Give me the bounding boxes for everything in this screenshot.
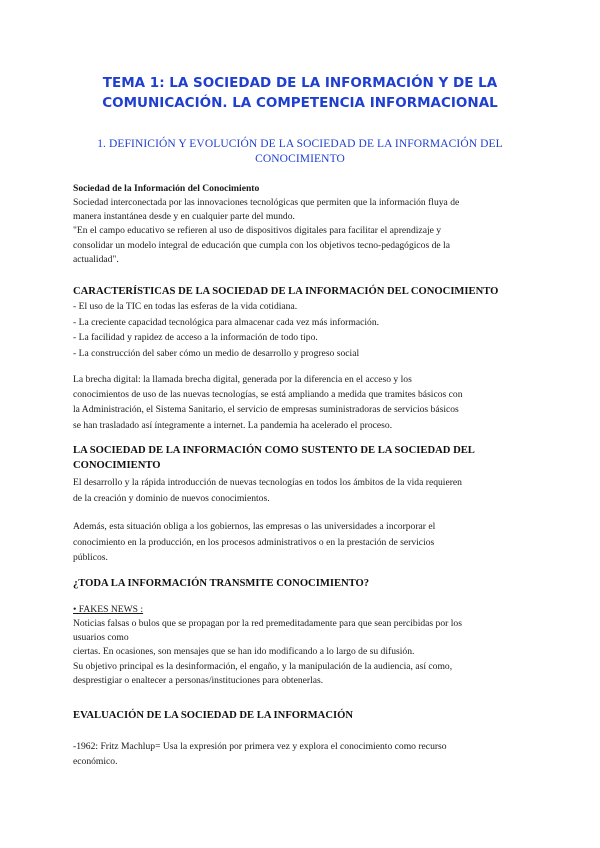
definition-heading: Sociedad de la Información del Conocimiento <box>73 183 260 194</box>
evaluation-heading: EVALUACIÓN DE LA SOCIEDAD DE LA INFORMACIÓN <box>73 710 353 721</box>
text-line: Su objetivo principal es la desinformación, el engaño, y la manipulación de la audiencia, así como, <box>73 660 453 672</box>
list-item: - La construcción del saber cómo un medio de desarrollo y progreso social <box>73 347 360 359</box>
list-item: - El uso de la TIC en todas las esferas de la vida cotidiana. <box>73 301 298 312</box>
text-line: Además, esta situación obliga a los gobiernos, las empresas o las universidades a incorporar el <box>73 521 436 532</box>
text-line: se han trasladado así íntegramente a internet. La pandemia ha acelerado el proceso. <box>73 419 393 431</box>
text-line: El desarrollo y la rápida introducción de nuevas tecnologías en todos los ámbitos de la vida requieren <box>73 477 462 488</box>
text-line: Noticias falsas o bulos que se propagan por la red premeditadamente para que sean percibidas por los <box>73 618 462 629</box>
support-heading <box>73 444 533 473</box>
text-line: económico. <box>73 756 118 767</box>
characteristics-list <box>73 299 533 361</box>
definition-paragraph <box>73 196 533 267</box>
text-line: desprestigiar o enaltecer a personas/instituciones para obtenerlas. <box>73 674 324 686</box>
text-line: "En el campo educativo se refieren al uso de dispositivos digitales para facilitar el aprendizaje y <box>73 225 442 237</box>
text-line: consolidar un modelo integral de educación que cumpla con los objetivos tecno-pedagógicos de la <box>73 239 450 251</box>
section-title: 1. DEFINICIÓN Y EVOLUCIÓN DE LA SOCIEDAD DE LA INFORMACIÓN DEL CONOCIMIENTO <box>97 138 503 165</box>
text-line: actualidad". <box>73 253 119 265</box>
text-line: públicos. <box>73 552 108 563</box>
heading-line: CONOCIMIENTO <box>73 459 161 471</box>
text-line: conocimiento en la producción, en los procesos administrativos o en la prestación de servicios <box>73 536 435 548</box>
text-line: conocimientos de uso de las nuevas tecnologías, se está ampliando a medida que tramites básicos con <box>73 389 463 401</box>
text-line: la Administración, el Sistema Sanitario, el servicio de empresas suministradoras de servicios básicos <box>73 404 459 416</box>
digital-gap-paragraph <box>73 372 533 433</box>
fakes-paragraph <box>73 617 533 688</box>
support-paragraph-2 <box>73 519 533 566</box>
text-line: Sociedad interconectada por las innovaciones tecnológicas que permiten que la información fluya de <box>73 197 460 208</box>
text-line: -1962: Fritz Machlup= Usa la expresión por primera vez y explora el conocimiento como recurso <box>73 741 447 752</box>
list-item: - La creciente capacidad tecnológica para almacenar cada vez más información. <box>73 316 380 328</box>
characteristics-heading: CARACTERÍSTICAS DE LA SOCIEDAD DE LA INFORMACIÓN DEL CONOCIMIENTO <box>73 286 499 297</box>
heading-line: LA SOCIEDAD DE LA INFORMACIÓN COMO SUSTENTO DE LA SOCIEDAD DEL <box>73 445 475 456</box>
text-line: La brecha digital: la llamada brecha digital, generada por la diferencia en el acceso y los <box>73 374 412 385</box>
support-paragraph <box>73 475 533 506</box>
text-line: de la creación y dominio de nuevos conocimientos. <box>73 492 270 504</box>
text-line: manera instantánea desde y en cualquier parte del mundo. <box>73 211 295 223</box>
text-line: ciertas. En ocasiones, son mensajes que se han ido modificando a lo largo de su difusión. <box>73 646 415 658</box>
evaluation-paragraph <box>73 739 533 769</box>
list-item: - La facilidad y rapidez de acceso a la información de todo tipo. <box>73 332 318 344</box>
question-heading: ¿TODA LA INFORMACIÓN TRANSMITE CONOCIMIENTO? <box>73 578 370 589</box>
text-line: usuarios como <box>73 632 129 644</box>
fakes-news-label: • FAKES NEWS : <box>73 604 144 615</box>
page-title: TEMA 1: LA SOCIEDAD DE LA INFORMACIÓN Y DE LA COMUNICACIÓN. LA COMPETENCIA INFORMACIONAL <box>102 75 498 111</box>
